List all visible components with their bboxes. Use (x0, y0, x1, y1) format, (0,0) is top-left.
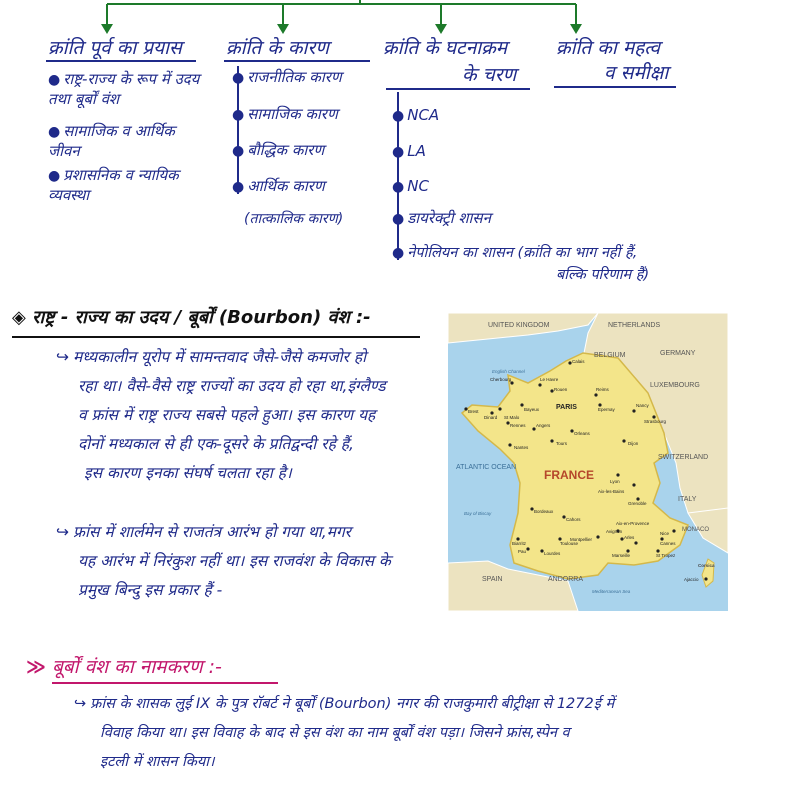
col2-title: क्रांति के कारण (226, 37, 329, 59)
diamond-icon: ◈ (12, 307, 26, 328)
para1-line-3: व फ्रांस में राष्ट्र राज्य सबसे पहले हुआ। इस कारण यह (78, 406, 376, 424)
para2-line-3: प्रमुख बिन्दु इस प्रकार हैं - (78, 581, 223, 599)
col2-item-3: ● बौद्धिक कारण (232, 141, 325, 159)
sec2-line-3: इटली में शासन किया। (100, 754, 215, 770)
bullet-icon: ● (392, 144, 405, 160)
double-chevron-icon: ≫ (26, 656, 46, 678)
col3-item-4: ● डायरेक्ट्री शासन (392, 209, 491, 227)
svg-text:Pau: Pau (518, 549, 527, 554)
label-luxembourg: LUXEMBOURG (650, 382, 700, 389)
section1-para2 (56, 518, 448, 605)
col3-title-line2: के चरण (462, 64, 517, 86)
svg-text:Ajaccio: Ajaccio (684, 577, 699, 582)
svg-text:Strasbourg: Strasbourg (644, 419, 667, 424)
col2-underline (224, 60, 370, 62)
bullet-icon: ● (48, 168, 61, 184)
col3-title-line1: क्रांति के घटनाक्रम (383, 37, 508, 59)
svg-text:Avignon: Avignon (606, 529, 623, 534)
col1-item-2: ● सामाजिक व आर्थिक जीवन (48, 122, 175, 160)
col2-item-4: ● आर्थिक कारण (232, 177, 325, 195)
label-monaco: MONACO (682, 527, 709, 533)
col3-item-2: ● LA (392, 142, 426, 160)
svg-text:Aix-les-Bains: Aix-les-Bains (598, 489, 625, 494)
section2-heading-text: बूर्बों वंश का नामकरण :- (51, 656, 222, 678)
label-biscay: Bay of Biscay (464, 511, 492, 516)
col2-item-2: ● सामाजिक कारण (232, 105, 338, 123)
para1-line-4: दोनों मध्यकाल से ही एक-दूसरे के प्रतिद्वन्दी रहे हैं, (78, 435, 354, 453)
label-spain: SPAIN (482, 576, 503, 583)
svg-text:Le Havre: Le Havre (540, 377, 559, 382)
col1-title: क्रांति पूर्व का प्रयास (48, 37, 182, 59)
hook-arrow-icon: ↪ (74, 696, 87, 712)
svg-text:Cahors: Cahors (566, 517, 581, 522)
hook-arrow-icon: ↪ (56, 523, 69, 541)
svg-text:Tours: Tours (556, 441, 568, 446)
svg-text:Dinard: Dinard (484, 415, 498, 420)
svg-text:Lourdes: Lourdes (544, 551, 561, 556)
bullet-icon: ● (232, 70, 245, 86)
svg-text:Grenoble: Grenoble (628, 501, 647, 506)
label-uk: UNITED KINGDOM (488, 322, 550, 329)
section2-heading (26, 653, 222, 679)
svg-text:Rouen: Rouen (554, 387, 568, 392)
col2-item-1: ● राजनीतिक कारण (232, 68, 342, 86)
section2-underline (52, 682, 278, 684)
para1-line-1: ↪ मध्यकालीन यूरोप में सामन्तवाद जैसे-जैसे कमजोर हो (56, 348, 367, 366)
svg-text:Montpellier: Montpellier (570, 537, 593, 542)
col4-underline (554, 86, 676, 88)
svg-text:Cannes: Cannes (660, 541, 676, 546)
para1-line-2: रहा था। वैसे-वैसे राष्ट्र राज्यों का उदय हो रहा था,इंग्लैण्ड (78, 377, 386, 395)
col1-item-1: ● राष्ट्र-राज्य के रूप में उदय तथा बूर्बों वंश (48, 70, 200, 108)
label-andorra: ANDORRA (548, 576, 584, 583)
section1-underline (12, 336, 420, 338)
col3-item-5-cont: बल्कि परिणाम हैं) (556, 267, 650, 283)
bullet-icon: ● (232, 179, 245, 195)
label-atlantic: ATLANTIC OCEAN (456, 464, 517, 471)
col3-underline (386, 88, 530, 90)
france-map (448, 313, 728, 611)
bullet-icon: ● (392, 245, 405, 261)
svg-text:Reims: Reims (596, 387, 609, 392)
col1-item-3: ● प्रशासनिक व न्यायिक व्यवस्था (48, 166, 179, 204)
svg-text:Arles: Arles (624, 535, 635, 540)
svg-text:Brest: Brest (468, 409, 479, 414)
svg-text:Marseille: Marseille (612, 553, 631, 558)
col3-item-5: ● नेपोलियन का शासन (क्रांति का भाग नहीं हैं, (392, 245, 638, 261)
bullet-icon: ● (392, 211, 405, 227)
col2-note: (तात्कालिक कारण) (244, 211, 344, 227)
bullet-icon: ● (392, 108, 405, 124)
label-italy: ITALY (678, 496, 697, 503)
svg-text:Rennes: Rennes (510, 423, 526, 428)
para2-line-1: ↪ फ्रांस में शार्लमेन से राजतंत्र आरंभ हो गया था,मगर (56, 523, 352, 541)
tree-connectors (0, 0, 800, 40)
svg-text:Nantes: Nantes (514, 445, 529, 450)
sec2-line-1: ↪ फ्रांस के शासक लुई IX के पुत्र रॉबर्ट ने बूर्बों (Bourbon) नगर की राजकुमारी बीट्रीक्षा से 1272ई में (74, 696, 615, 712)
hook-arrow-icon: ↪ (56, 348, 69, 366)
svg-text:Biarritz: Biarritz (512, 541, 527, 546)
col3-item-3: ● NC (392, 177, 429, 195)
label-mediterranean: Mediterranean Sea (592, 589, 631, 594)
label-belgium: BELGIUM (594, 352, 626, 359)
para2-line-2: यह आरंभ में निरंकुश नहीं था। इस राजवंश के विकास के (78, 552, 391, 570)
col4-title-line1: क्रांति का महत्व (556, 37, 660, 59)
svg-text:Lyon: Lyon (610, 479, 620, 484)
para1-line-5: इस कारण इनका संघर्ष चलता रहा है। (84, 464, 292, 482)
col3-item-1: ● NCA (392, 106, 440, 124)
svg-text:Calais: Calais (572, 359, 585, 364)
bullet-icon: ● (392, 179, 405, 195)
col1-underline (46, 60, 196, 62)
label-paris: PARIS (556, 404, 577, 411)
sec2-line-2: विवाह किया था। इस विवाह के बाद से इस वंश का नाम बूर्बों वंश पड़ा। जिसने फ्रांस,स्पेन व (100, 725, 570, 741)
bullet-icon: ● (232, 107, 245, 123)
svg-text:Dijon: Dijon (628, 441, 639, 446)
section1-para1 (56, 343, 448, 488)
col4-title-line2: व समीक्षा (604, 62, 669, 84)
svg-text:St Malo: St Malo (504, 415, 520, 420)
label-switzerland: SWITZERLAND (658, 454, 709, 461)
svg-text:Aix-en-Provence: Aix-en-Provence (616, 521, 650, 526)
bullet-icon: ● (48, 72, 61, 88)
svg-text:Toulouse: Toulouse (560, 541, 579, 546)
label-netherlands: NETHERLANDS (608, 322, 661, 329)
svg-text:Nancy: Nancy (636, 403, 649, 408)
svg-text:Bordeaux: Bordeaux (534, 509, 554, 514)
label-channel: English Channel (492, 369, 525, 374)
bullet-icon: ● (232, 143, 245, 159)
svg-text:Cherbourg: Cherbourg (490, 377, 512, 382)
svg-text:St Tropez: St Tropez (656, 553, 676, 558)
svg-text:Orleans: Orleans (574, 431, 590, 436)
section1-heading-text: राष्ट्र - राज्य का उदय / बूर्बों (Bourbon) वंश :- (32, 307, 371, 328)
section2-para (74, 690, 786, 777)
svg-text:Bayeux: Bayeux (524, 407, 540, 412)
bullet-icon: ● (48, 124, 61, 140)
svg-text:Epernay: Epernay (598, 407, 615, 412)
svg-text:Corsica: Corsica (698, 563, 715, 568)
svg-text:Nice: Nice (660, 531, 670, 536)
label-france: FRANCE (544, 468, 594, 482)
svg-text:Angers: Angers (536, 423, 551, 428)
section1-heading (12, 305, 371, 329)
label-germany: GERMANY (660, 350, 696, 357)
